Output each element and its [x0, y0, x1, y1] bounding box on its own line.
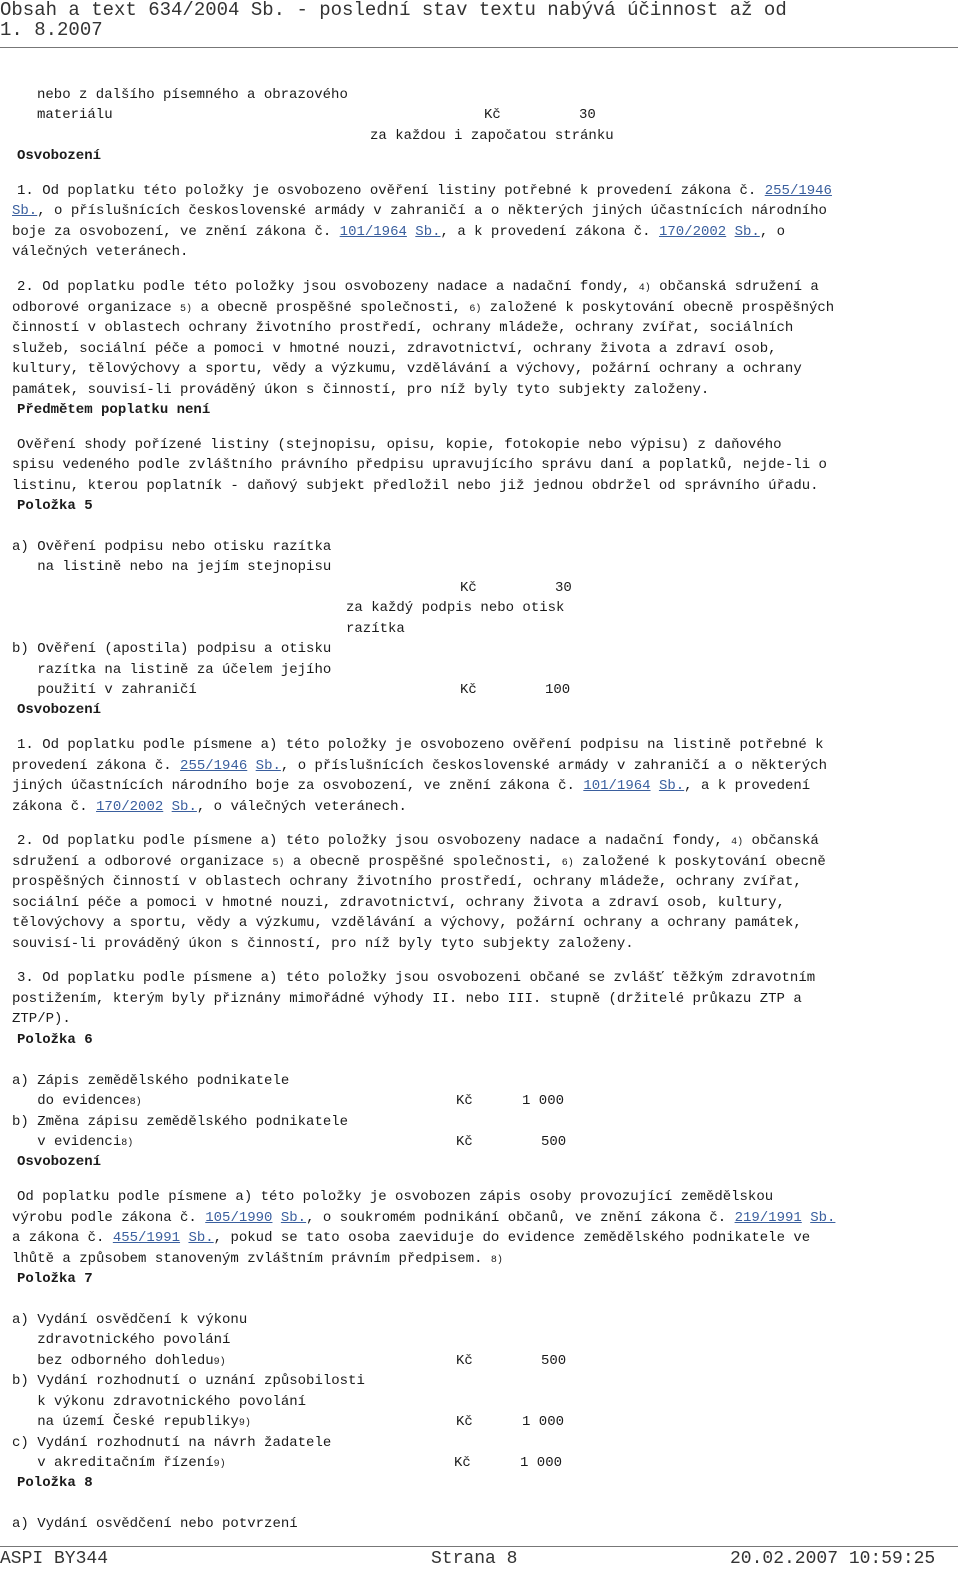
text-line: materiálu — [37, 107, 113, 123]
text-line: Sb., o příslušnících československé armády v zahraničí a o některých jiných účastnících národního — [12, 203, 827, 219]
section-heading: Položka 7 — [17, 1271, 93, 1287]
text-line: a) Vydání osvědčení k výkonu — [12, 1312, 248, 1328]
text-line: a zákona č. 455/1991 Sb., pokud se tato osoba zaeviduje do evidence zemědělského podnikatele ve — [12, 1230, 811, 1246]
header-divider — [0, 47, 958, 48]
law-link[interactable]: 455/1991 — [112, 1230, 181, 1246]
text-line: jiných účastnících národního boje za osvobození, ve znění zákona č. 101/1964 Sb., a k provedení — [12, 778, 811, 794]
section-heading: Položka 8 — [17, 1475, 93, 1491]
text-line: souvisí-li prováděný úkon s činností, pro níž byly tyto subjekty založeny. — [12, 936, 634, 952]
law-link[interactable]: Sb. — [658, 778, 685, 794]
law-link[interactable]: 219/1991 — [734, 1210, 802, 1226]
law-link[interactable]: Sb. — [810, 1210, 836, 1226]
fee-amount: 1 000 — [522, 1414, 565, 1430]
text-line: činností v oblastech ochrany životního prostředí, ochrany mládeže, ochrany zvířat, sociálních — [12, 320, 794, 336]
text-line: sociální péče a pomoci v hmotné nouzi, zdravotnictví, ochrany života a zdraví osob, kultury, — [12, 895, 785, 911]
law-link[interactable]: 101/1964 — [339, 224, 407, 240]
text-line: k výkonu zdravotnického povolání — [12, 1394, 307, 1410]
law-link[interactable]: 255/1946 — [180, 758, 248, 774]
header-title-line2: 1. 8.2007 — [0, 19, 103, 41]
section-heading: Předmětem poplatku není — [17, 402, 211, 418]
currency-label: Kč — [460, 682, 477, 698]
text-line: lhůtě a způsobem stanoveným zvláštním právním předpisem. 8) — [12, 1251, 503, 1267]
text-line: a) Ověření podpisu nebo otisku razítka — [12, 539, 332, 555]
text-line: 3. Od poplatku podle písmene a) této položky jsou osvobozeni občané se zvlášť těžkým zdravotním — [17, 970, 816, 986]
text-line: 1. Od poplatku podle písmene a) této položky je osvobozeno ověření podpisu na listině potřebné k — [17, 737, 824, 753]
text-line: listinu, kterou poplatník - daňový subjekt předložil nebo již jednou obdržel od správního úřadu. — [12, 478, 819, 494]
law-link[interactable]: Sb. — [280, 1210, 307, 1226]
text-line: prospěšných činností v oblastech ochrany životního prostředí, ochrany mládeže, ochrany zvířat, — [12, 874, 802, 890]
header-title-line1: Obsah a text 634/2004 Sb. - poslední stav textu nabývá účinnost až od — [0, 0, 787, 21]
text-line: razítka na listině za účelem jejího — [12, 662, 332, 678]
law-link[interactable]: 101/1964 — [583, 778, 651, 794]
text-line: 2. Od poplatku podle písmene a) této položky jsou osvobozeny nadace a nadační fondy, 4) občanská — [17, 833, 819, 849]
fee-amount: 30 — [579, 107, 596, 123]
text-line: provedení zákona č. 255/1946 Sb., o příslušnících československé armády v zahraničí a o některých — [12, 758, 827, 774]
fee-amount: 500 — [541, 1353, 567, 1369]
text-line: razítka — [346, 621, 405, 637]
text-line: b) Změna zápisu zemědělského podnikatele — [12, 1114, 349, 1130]
text-line: Od poplatku podle písmene a) této položky je osvobozen zápis osoby provozující zemědělskou — [17, 1189, 774, 1205]
text-line: válečných veteránech. — [12, 244, 189, 260]
text-line: postižením, kterým byly přiznány mimořádné výhody II. nebo III. stupně (držitelé průkazu ZTP a — [12, 991, 802, 1007]
currency-label: Kč — [456, 1353, 473, 1369]
law-link[interactable]: Sb. — [188, 1230, 214, 1246]
currency-label: Kč — [484, 107, 501, 123]
text-line: ZTP/P). — [12, 1011, 71, 1027]
text-line: za každou i započatou stránku — [370, 128, 614, 144]
text-line: do evidence8) — [12, 1093, 142, 1109]
text-line: zákona č. 170/2002 Sb., o válečných veteránech. — [12, 799, 407, 815]
law-link[interactable]: Sb. — [12, 203, 38, 219]
text-line: výrobu podle zákona č. 105/1990 Sb., o soukromém podnikání občanů, ve znění zákona č. 219/1991 Sb. — [12, 1210, 836, 1226]
text-line: c) Vydání rozhodnutí na návrh žadatele — [12, 1435, 332, 1451]
currency-label: Kč — [456, 1414, 473, 1430]
text-line: památek, souvisí-li prováděný úkon s činností, pro níž byly tyto subjekty založeny. — [12, 382, 710, 398]
fee-amount: 100 — [545, 682, 571, 698]
text-line: b) Vydání rozhodnutí o uznání způsobilosti — [12, 1373, 365, 1389]
text-line: v akreditačním řízení9) — [12, 1455, 226, 1471]
currency-label: Kč — [454, 1455, 471, 1471]
section-heading: Osvobození — [17, 148, 102, 164]
fee-amount: 1 000 — [520, 1455, 563, 1471]
section-heading: Osvobození — [17, 1154, 102, 1170]
footer-source: ASPI BY344 — [0, 1549, 109, 1569]
footer-page-number: Strana 8 — [431, 1549, 518, 1569]
currency-label: Kč — [460, 580, 477, 596]
text-line: služeb, sociální péče a pomoci v hmotné nouzi, zdravotnictví, ochrany života a zdraví osob, — [12, 341, 777, 357]
text-line: 2. Od poplatku podle této položky jsou osvobozeny nadace a nadační fondy, 4) občanská sdružení a — [17, 279, 819, 295]
text-line: tělovýchovy a sportu, vědy a výzkumu, vzdělávání a výchovy, požární ochrany a ochrany památek, — [12, 915, 802, 931]
text-line: nebo z dalšího písemného a obrazového — [37, 87, 348, 103]
text-line: v evidenci8) — [12, 1134, 134, 1150]
section-heading: Osvobození — [17, 702, 102, 718]
text-line: odborové organizace 5) a obecně prospěšné společnosti, 6) založené k poskytování obecně prospěšných — [12, 300, 835, 316]
text-line: sdružení a odborové organizace 5) a obecně prospěšné společnosti, 6) založené k poskytování obecně — [12, 854, 826, 870]
law-link[interactable]: 170/2002 — [96, 799, 164, 815]
text-line: boje za osvobození, ve znění zákona č. 101/1964 Sb., a k provedení zákona č. 170/2002 Sb., o — [12, 224, 786, 240]
text-line: zdravotnického povolání — [12, 1332, 231, 1348]
text-line: Ověření shody pořízené listiny (stejnopisu, opisu, kopie, fotokopie nebo výpisu) z daňového — [17, 437, 782, 453]
text-line: za každý podpis nebo otisk — [346, 600, 565, 616]
law-link[interactable]: Sb. — [171, 799, 197, 815]
text-line: a) Zápis zemědělského podnikatele — [12, 1073, 290, 1089]
text-line: a) Vydání osvědčení nebo potvrzení — [12, 1516, 298, 1532]
currency-label: Kč — [456, 1134, 473, 1150]
page-footer — [0, 1549, 960, 1570]
law-link[interactable]: 255/1946 — [764, 183, 832, 199]
fee-amount: 1 000 — [522, 1093, 565, 1109]
text-line: bez odborného dohledu9) — [12, 1353, 226, 1369]
text-line: kultury, tělovýchovy a sportu, vědy a výzkumu, vzdělávání a výchovy, požární ochrany a ochrany — [12, 361, 802, 377]
footer-timestamp: 20.02.2007 10:59:25 — [730, 1549, 936, 1569]
law-link[interactable]: Sb. — [734, 224, 760, 240]
text-line: na území České republiky9) — [12, 1414, 251, 1430]
law-link[interactable]: 105/1990 — [205, 1210, 273, 1226]
footer-divider — [0, 1546, 958, 1547]
fee-amount: 30 — [555, 580, 572, 596]
law-link[interactable]: Sb. — [255, 758, 281, 774]
section-heading: Položka 6 — [17, 1032, 93, 1048]
text-line: 1. Od poplatku této položky je osvobozeno ověření listiny potřebné k provedení zákona č. 255/1946 — [17, 183, 832, 199]
law-link[interactable]: 170/2002 — [658, 224, 727, 240]
text-line: na listině nebo na jejím stejnopisu — [12, 559, 332, 575]
text-line: spisu vedeného podle zvláštního právního předpisu upravujícího správu daní a poplatků, nejde-li o — [12, 457, 827, 473]
law-link[interactable]: Sb. — [415, 224, 441, 240]
currency-label: Kč — [456, 1093, 473, 1109]
text-line: b) Ověření (apostila) podpisu a otisku — [12, 641, 332, 657]
fee-amount: 500 — [541, 1134, 567, 1150]
text-line: použití v zahraničí — [12, 682, 197, 698]
section-heading: Položka 5 — [17, 498, 93, 514]
